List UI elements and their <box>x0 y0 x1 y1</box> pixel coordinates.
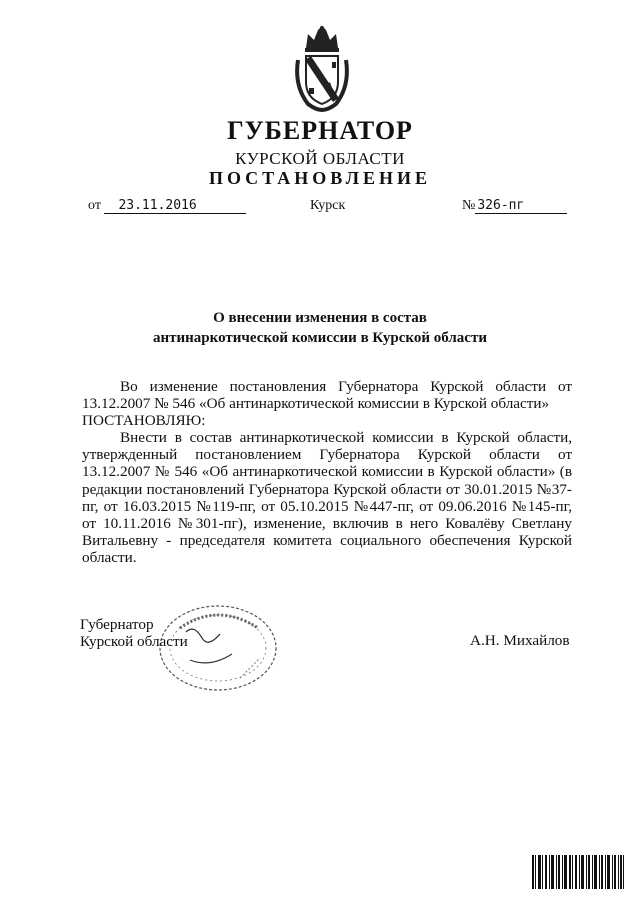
date-prefix: от <box>88 198 101 213</box>
signatory-position-line-2: Курской области <box>80 633 188 650</box>
barcode-icon <box>532 855 624 889</box>
coat-of-arms-icon <box>292 26 352 112</box>
number-prefix: № <box>462 198 476 213</box>
number-line <box>462 198 567 214</box>
decree-word: ПОСТАНОВЛЯЮ: <box>82 412 206 429</box>
document-type: ПОСТАНОВЛЕНИЕ <box>208 168 432 188</box>
date-line <box>88 198 246 214</box>
document-number: 326-пг <box>475 198 567 214</box>
signatory-position-line-1: Губернатор <box>80 616 154 633</box>
preamble-paragraph: Во изменение постановления Губернатора Курской области от 13.12.2007 № 546 «Об антинаркотической комиссии в Курской области» <box>82 378 572 413</box>
signatory-position <box>80 616 188 650</box>
subject-line-1: О внесении изменения в состав <box>213 310 427 326</box>
document-subject <box>0 308 640 348</box>
header-title: ГУБЕРНАТОР <box>227 116 413 145</box>
signatory-name: А.Н. Михайлов <box>470 632 570 649</box>
document-city: Курск <box>310 198 346 213</box>
subject-line-2: антинаркотической комиссии в Курской области <box>153 330 487 346</box>
document-date: 23.11.2016 <box>104 198 246 214</box>
main-paragraph: Внести в состав антинаркотической комиссии в Курской области, утвержденный постановлением Губернатора Курской области от 13.12.2007 № 546 «Об антинаркотической комиссии в Курской области» (в редакции постановлений Губернатора Курской области от 30.01.2015 №37-пг, от 16.03.2015 №119-пг, от 05.10.2015 №447-пг, от 09.06.2016 №145-пг, от 10.11.2016 №301-пг), изменение, включив в него Ковалёву Светлану Витальевну - председателя комитета социального обеспечения Курской области. <box>82 429 572 567</box>
header-region: КУРСКОЙ ОБЛАСТИ <box>235 149 405 168</box>
